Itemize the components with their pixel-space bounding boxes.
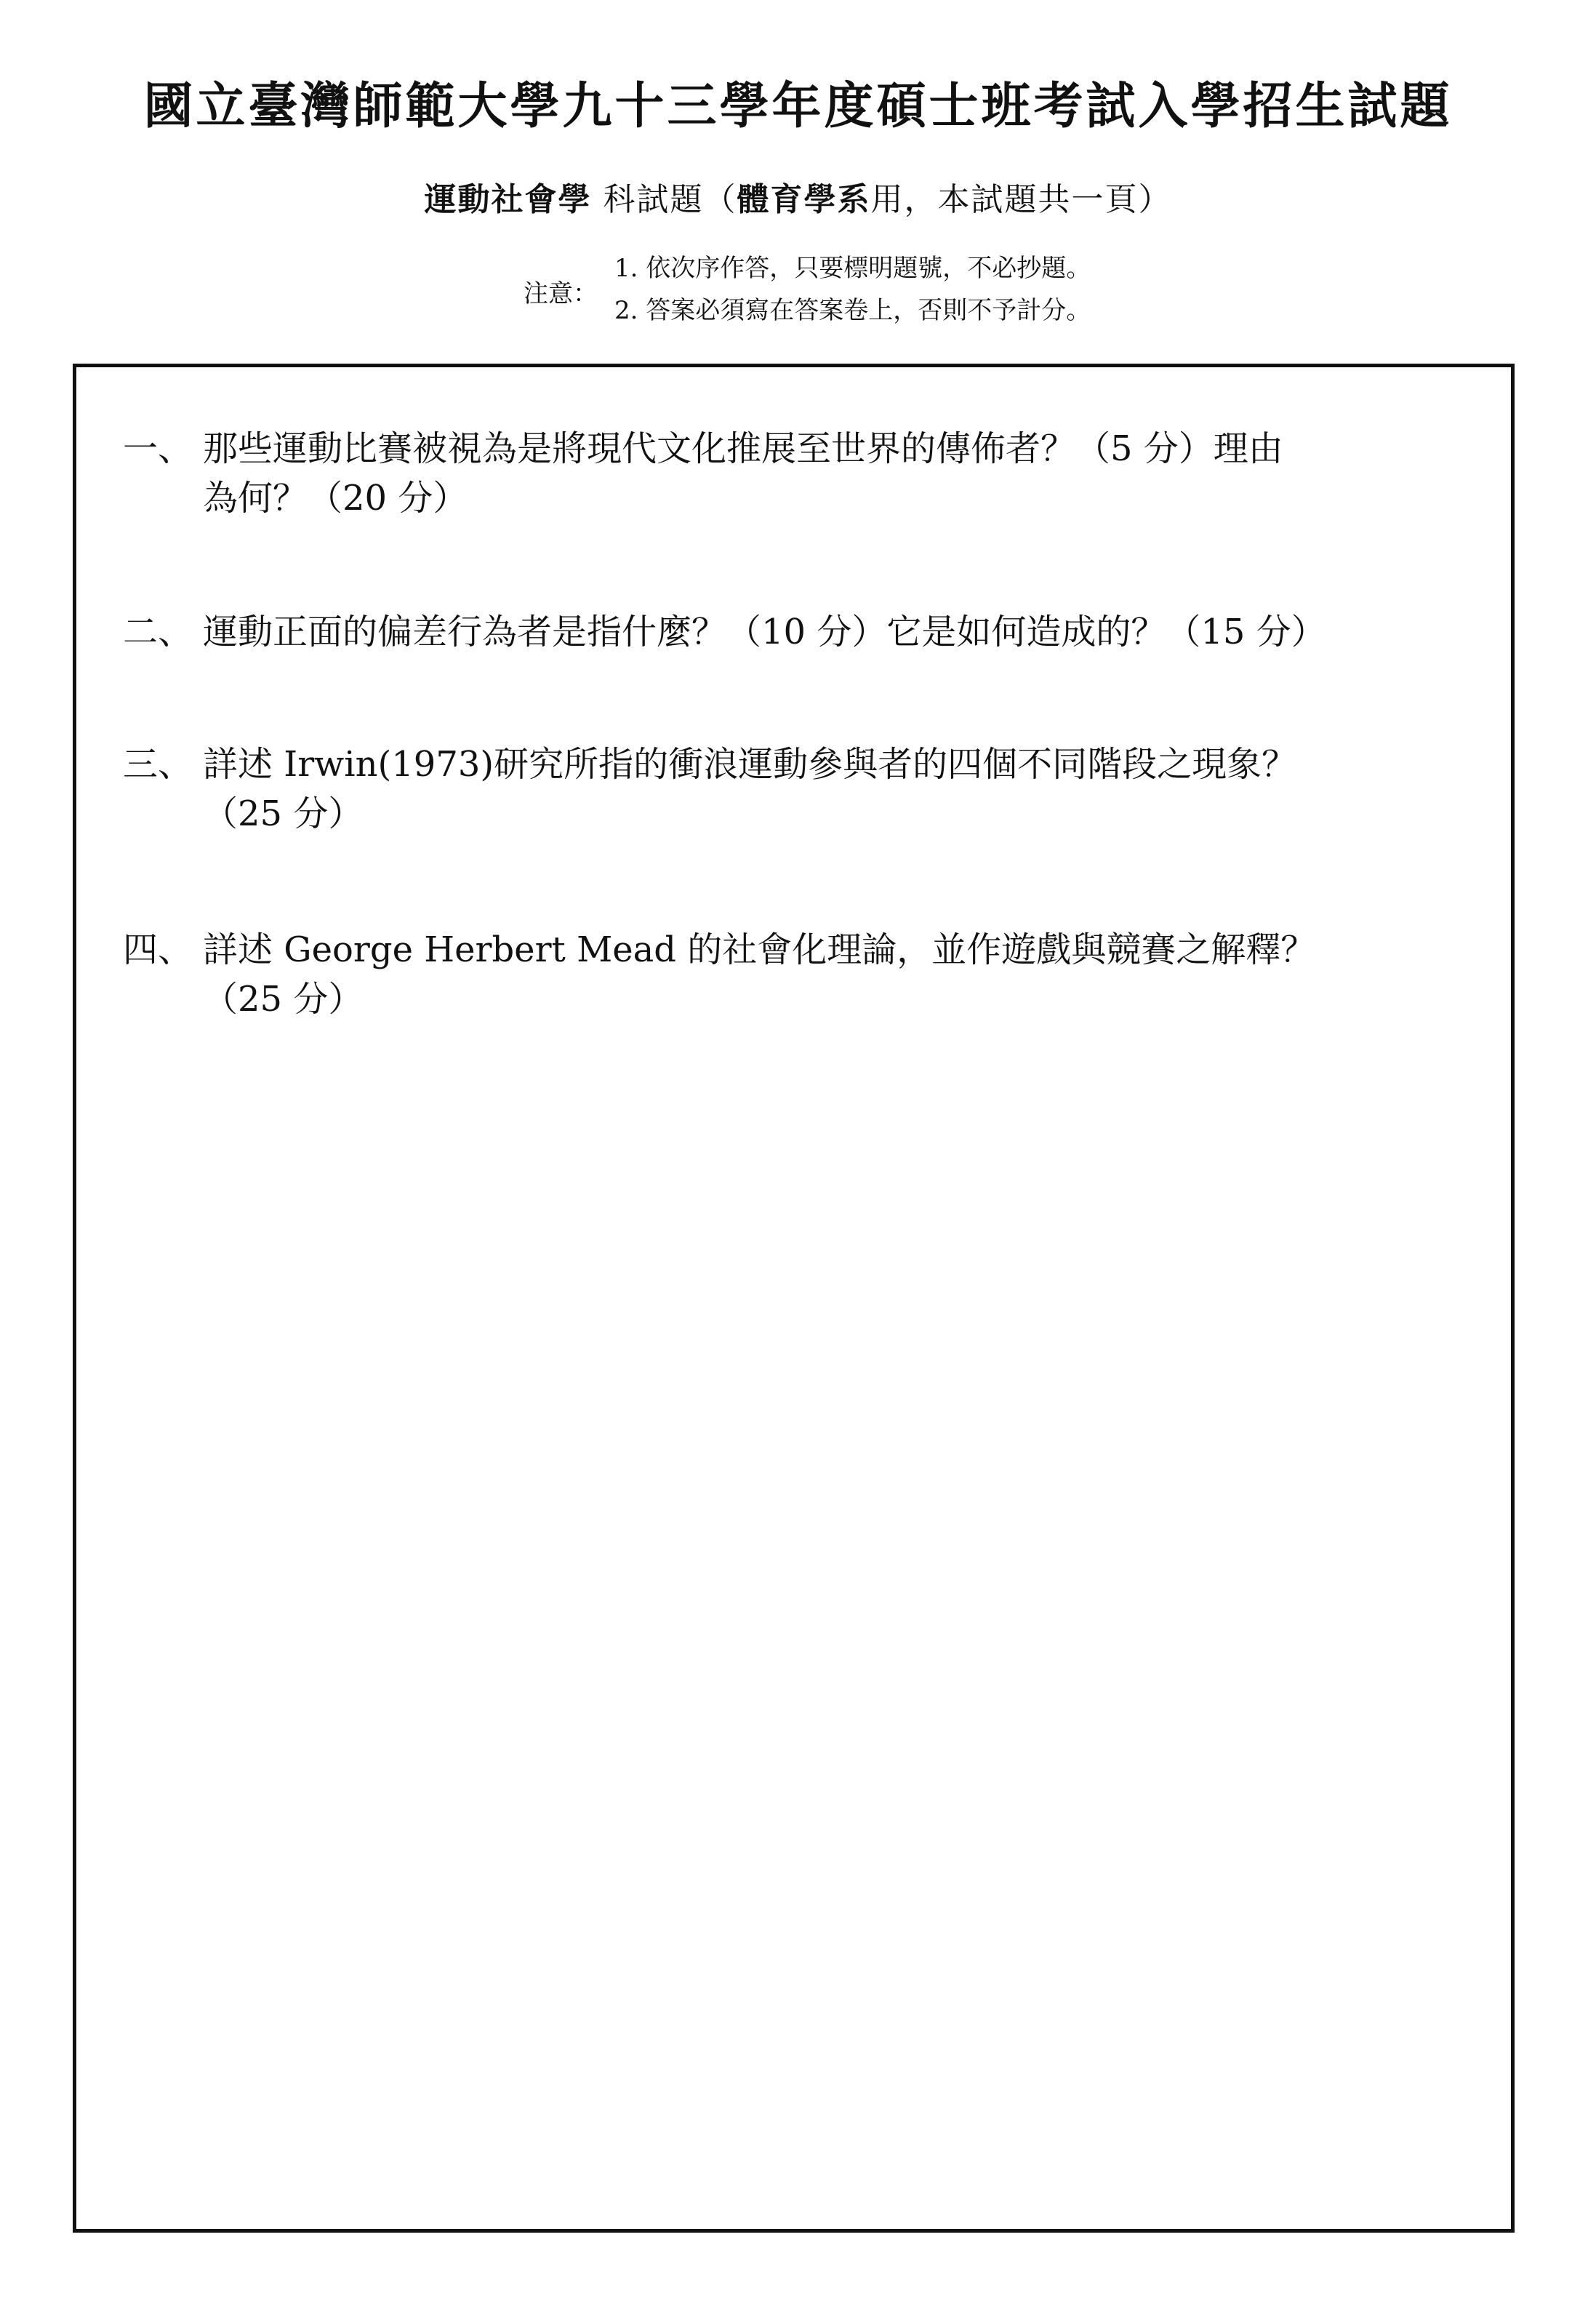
question-line: （25 分） [203, 793, 364, 834]
department-name: 體育學系 [737, 181, 871, 218]
question-number: 三、 [123, 744, 193, 785]
question-text [203, 740, 1490, 839]
question-line: （25 分） [203, 979, 364, 1020]
question-line: 詳述 Irwin(1973)研究所指的衝浪運動參與者的四個不同階段之現象？ [203, 744, 1297, 785]
question-number: 二、 [123, 612, 193, 652]
question-text [203, 607, 1490, 657]
question-number: 四、 [123, 929, 193, 970]
question-text [203, 424, 1490, 523]
notice-item: 1. 依次序作答，只要標明題號，不必抄題。 [614, 254, 1091, 283]
subject-name: 運動社會學 [424, 181, 592, 218]
department-suffix: 用，本試題共一頁） [870, 181, 1172, 218]
notice-items [614, 247, 1342, 332]
subject-suffix: 科試題（ [603, 181, 737, 218]
question-line: 為何？（20 分） [203, 478, 468, 519]
question-line: 那些運動比賽被視為是將現代文化推展至世界的傳佈者？（5 分）理由 [203, 428, 1283, 469]
notice-label: 注意： [524, 279, 598, 308]
notice-item: 2. 答案必須寫在答案卷上，否則不予計分。 [614, 296, 1091, 325]
question-frame [73, 364, 1515, 2233]
question-number: 一、 [123, 428, 193, 469]
question-text [203, 925, 1490, 1024]
exam-title: 國立臺灣師範大學九十三學年度碩士班考試入學招生試題 [143, 77, 1453, 135]
question-line: 運動正面的偏差行為者是指什麼？（10 分）它是如何造成的？（15 分） [203, 612, 1326, 652]
exam-subtitle [0, 173, 1596, 220]
question-line: 詳述 George Herbert Mead 的社會化理論，並作遊戲與競賽之解釋？ [203, 929, 1316, 970]
